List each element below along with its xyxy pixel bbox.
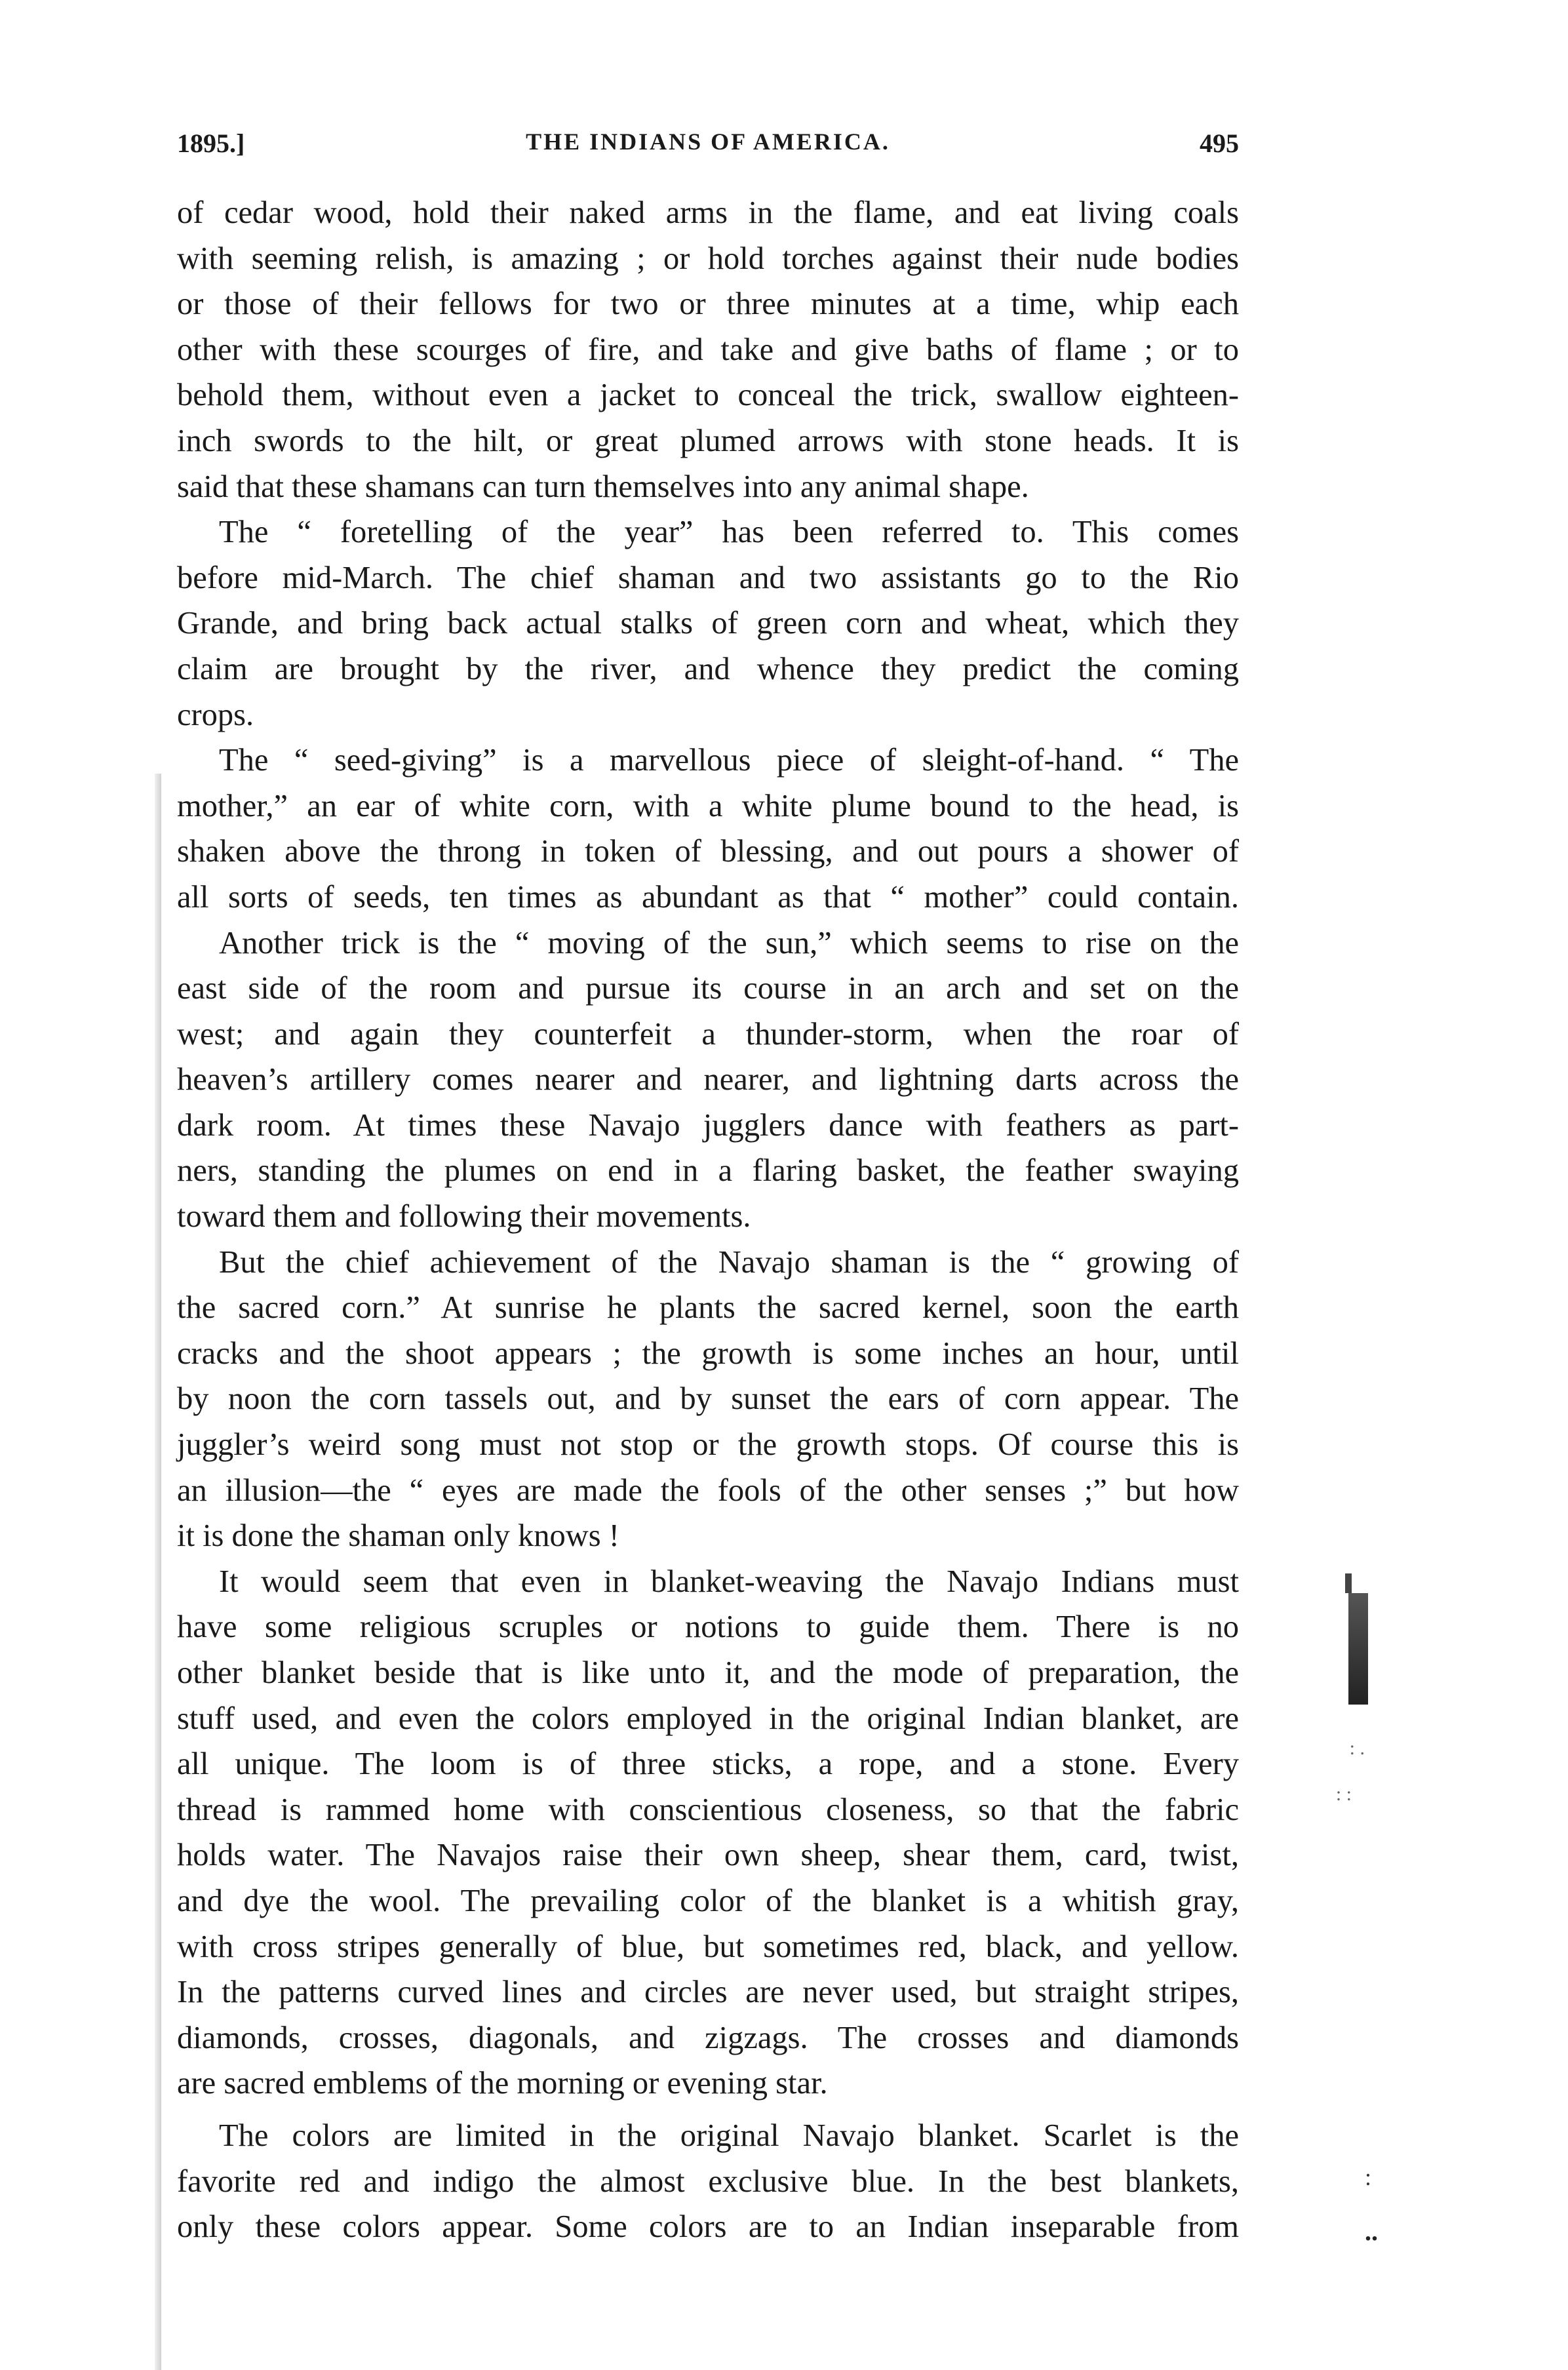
text-line: an illusion—the “ eyes are made the fools of the other senses ;” but how: [177, 1472, 1239, 1508]
scan-artifact-dots: : :: [1335, 1783, 1352, 1805]
text-line: by noon the corn tassels out, and by sunset the ears of corn appear. The: [177, 1381, 1239, 1417]
text-line: In the patterns curved lines and circles are never used, but straight stripes,: [177, 1975, 1239, 2010]
text-line: mother,” an ear of white corn, with a white plume bound to the head, is: [177, 788, 1239, 823]
text-line: behold them, without even a jacket to conceal the trick, swallow eighteen-: [177, 378, 1239, 413]
text-line: only these colors appear. Some colors are to an Indian inseparable from: [177, 2209, 1239, 2245]
page-number: 495: [1200, 128, 1239, 158]
text-line: thread is rammed home with conscientious closeness, so that the fabric: [177, 1792, 1239, 1827]
text-line: It would seem that even in blanket-weaving the Navajo Indians must: [219, 1564, 1239, 1599]
body-text: [177, 190, 1239, 2250]
text-line: and dye the wool. The prevailing color of the blanket is a whitish gray,: [177, 1883, 1239, 1918]
scan-artifact-dots: :: [1364, 2164, 1371, 2190]
text-line: Grande, and bring back actual stalks of green corn and wheat, which they: [177, 606, 1239, 641]
text-line: other with these scourges of fire, and take and give baths of flame ; or to: [177, 332, 1239, 367]
text-line: diamonds, crosses, diagonals, and zigzags. The crosses and diamonds: [177, 2020, 1239, 2055]
text-line: have some religious scruples or notions to guide them. There is no: [177, 1610, 1239, 1645]
scan-artifact-streak: [1345, 1573, 1352, 1593]
text-line: or those of their fellows for two or three minutes at a time, whip each: [177, 286, 1239, 322]
text-line: it is done the shaman only knows !: [177, 1518, 619, 1554]
text-line: are sacred emblems of the morning or evening star.: [177, 2066, 828, 2101]
text-line: Another trick is the “ moving of the sun,” which seems to rise on the: [219, 925, 1239, 960]
text-line: claim are brought by the river, and whence they predict the coming: [177, 651, 1239, 686]
text-line: toward them and following their movements.: [177, 1199, 751, 1234]
text-line: juggler’s weird song must not stop or the growth stops. Of course this is: [177, 1427, 1239, 1463]
text-line: all unique. The loom is of three sticks, a rope, and a stone. Every: [177, 1747, 1239, 1782]
text-line: But the chief achievement of the Navajo shaman is the “ growing of: [219, 1244, 1239, 1280]
text-line: cracks and the shoot appears ; the growth is some inches an hour, until: [177, 1335, 1239, 1371]
text-line: other blanket beside that is like unto it, and the mode of preparation, the: [177, 1655, 1239, 1690]
text-line: west; and again they counterfeit a thunder-storm, when the roar of: [177, 1016, 1239, 1052]
text-line: before mid-March. The chief shaman and two assistants go to the Rio: [177, 560, 1239, 595]
text-line: favorite red and indigo the almost exclusive blue. In the best blankets,: [177, 2163, 1239, 2199]
running-header: [177, 128, 1239, 167]
scan-artifact-streak: [1348, 1593, 1368, 1705]
text-line: with cross stripes generally of blue, but sometimes red, black, and yellow.: [177, 1929, 1239, 1964]
text-line: inch swords to the hilt, or great plumed arrows with stone heads. It is: [177, 423, 1239, 458]
scan-artifact-dots: : .: [1349, 1737, 1365, 1759]
text-line: with seeming relish, is amazing ; or hold torches against their nude bodies: [177, 241, 1239, 276]
scan-artifact-dots: ..: [1365, 2217, 1378, 2246]
text-line: the sacred corn.” At sunrise he plants the sacred kernel, soon the earth: [177, 1290, 1239, 1326]
text-line: east side of the room and pursue its course in an arch and set on the: [177, 971, 1239, 1006]
text-line: all sorts of seeds, ten times as abundant as that “ mother” could contain.: [177, 879, 1239, 915]
page-gutter-shadow: [155, 774, 161, 2370]
text-line: crops.: [177, 697, 254, 732]
text-line: The “ foretelling of the year” has been referred to. This comes: [219, 515, 1239, 550]
text-line: The colors are limited in the original Navajo blanket. Scarlet is the: [219, 2118, 1239, 2153]
text-line: heaven’s artillery comes nearer and nearer, and lightning darts across the: [177, 1062, 1239, 1097]
text-line: of cedar wood, hold their naked arms in the flame, and eat living coals: [177, 195, 1239, 230]
header-year: 1895.]: [177, 128, 245, 158]
text-line: The “ seed-giving” is a marvellous piece of sleight-of-hand. “ The: [219, 743, 1239, 778]
text-line: shaken above the throng in token of blessing, and out pours a shower of: [177, 834, 1239, 869]
text-line: ners, standing the plumes on end in a flaring basket, the feather swaying: [177, 1153, 1239, 1189]
text-line: dark room. At times these Navajo jugglers dance with feathers as part-: [177, 1107, 1239, 1143]
text-line: said that these shamans can turn themselves into any animal shape.: [177, 469, 1029, 504]
text-line: stuff used, and even the colors employed in the original Indian blanket, are: [177, 1701, 1239, 1736]
header-title: THE INDIANS OF AMERICA.: [526, 128, 890, 155]
text-line: holds water. The Navajos raise their own sheep, shear them, card, twist,: [177, 1838, 1239, 1873]
